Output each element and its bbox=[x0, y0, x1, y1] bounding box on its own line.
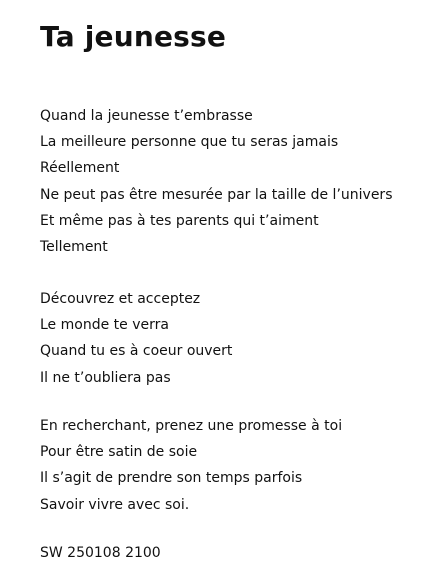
poem-line: Savoir vivre avec soi. bbox=[40, 496, 190, 513]
poem-line: Quand tu es à coeur ouvert bbox=[40, 343, 233, 360]
poem-line: Et même pas à tes parents qui t’aiment bbox=[40, 212, 319, 229]
poem-line: Il ne t’oubliera pas bbox=[40, 369, 171, 386]
poem-signature: SW 250108 2100 bbox=[40, 545, 161, 561]
poem-line: Ne peut pas être mesurée par la taille de l’univers bbox=[40, 186, 393, 203]
stanza-1 bbox=[40, 103, 392, 260]
poem-line: Pour être satin de soie bbox=[40, 444, 198, 461]
poem-line: En recherchant, prenez une promesse à toi bbox=[40, 418, 343, 434]
poem-line: La meilleure personne que tu seras jamais bbox=[40, 134, 339, 151]
poem-line: Découvrez et acceptez bbox=[40, 291, 201, 307]
poem-line: Tellement bbox=[40, 239, 108, 256]
poem-line: Quand la jeunesse t’embrasse bbox=[40, 108, 253, 124]
stanza-3 bbox=[40, 413, 342, 518]
poem-line: Réellement bbox=[40, 160, 120, 177]
poem-line: Il s’agit de prendre son temps parfois bbox=[40, 470, 303, 487]
poem-line: Le monde te verra bbox=[40, 317, 169, 334]
stanza-2 bbox=[40, 286, 232, 391]
poem-title: Ta jeunesse bbox=[40, 20, 227, 53]
